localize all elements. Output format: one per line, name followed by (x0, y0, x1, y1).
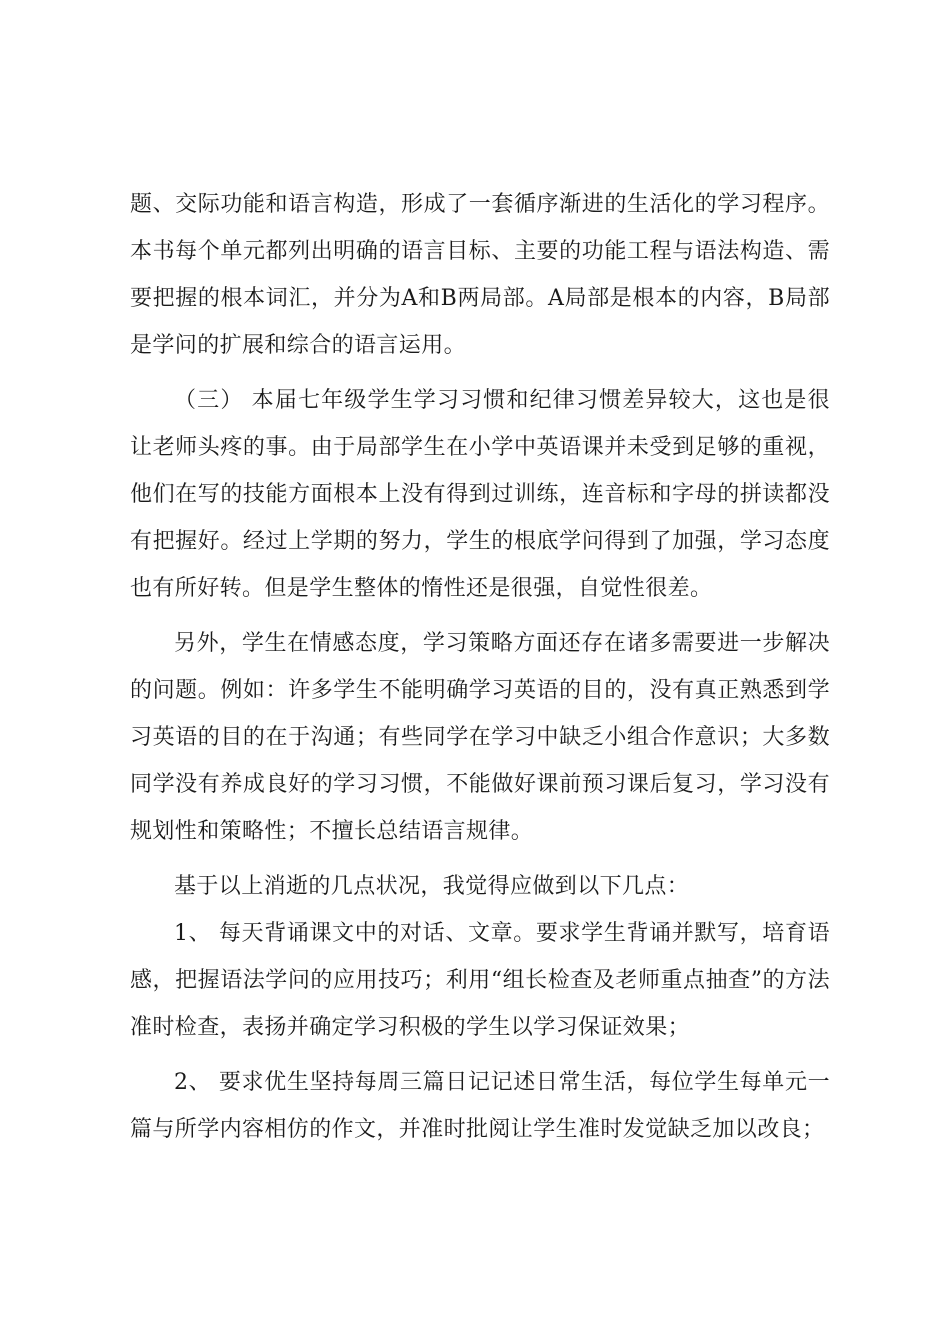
paragraph-additional-issues: 另外，学生在情感态度，学习策略方面还存在诸多需要进一步解决的问题。例如：许多学生不能明确学习英语的目的，没有真正熟悉到学习英语的目的在于沟通；有些同学在学习中缺乏小组合作意识；大多数同学没有养成良好的学习习惯，不能做好课前预习课后复习，学习没有规划性和策略性；不擅长总结语言规律。 (130, 631, 830, 844)
paragraph-measure-2: 2、 要求优生坚持每周三篇日记记述日常生活，每位学生每单元一篇与所学内容相仿的作文，并准时批阅让学生准时发觉缺乏加以改良； (130, 1070, 830, 1142)
paragraph-intro-measures: 基于以上消逝的几点状况，我觉得应做到以下几点： (174, 874, 690, 899)
paragraph-section-three: （三） 本届七年级学生学习习惯和纪律习惯差异较大，这也是很让老师头疼的事。由于局部学生在小学中英语课并未受到足够的重视，他们在写的技能方面根本上没有得到过训练，连音标和字母的拼读都没有把握好。经过上学期的努力，学生的根底学问得到了加强，学习态度也有所好转。但是学生整体的惰性还是很强，自觉性很差。 (130, 388, 830, 601)
paragraph-continuation: 题、交际功能和语言构造，形成了一套循序渐进的生活化的学习程序。本书每个单元都列出明确的语言目标、主要的功能工程与语法构造、需要把握的根本词汇，并分为A和B两局部。A局部是根本的内容，B局部是学问的扩展和综合的语言运用。 (130, 192, 830, 358)
paragraph-measure-1: 1、 每天背诵课文中的对话、文章。要求学生背诵并默写，培育语感，把握语法学问的应用技巧；利用“组长检查及老师重点抽查”的方法准时检查，表扬并确定学习积极的学生以学习保证效果； (130, 921, 830, 1040)
document-body (130, 181, 830, 1153)
